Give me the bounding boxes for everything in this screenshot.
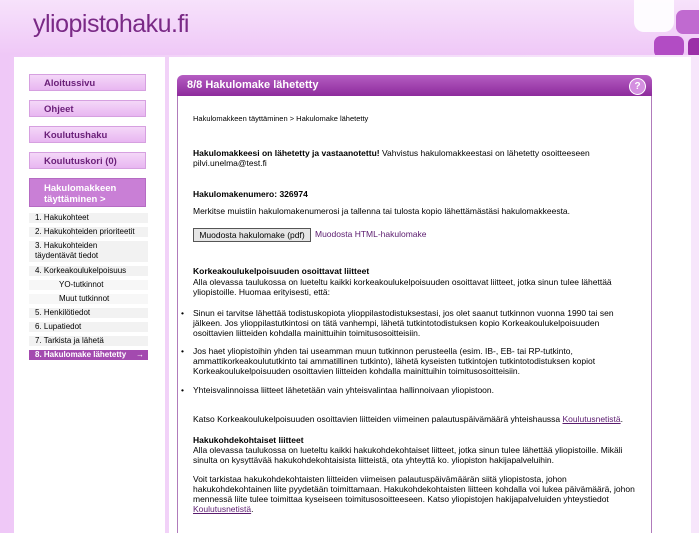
step-3-line1: 3. Hakukohteiden [35, 241, 98, 250]
step-henkilotiedot[interactable]: 5. Henkilötiedot [29, 308, 148, 319]
deadline-text [193, 414, 623, 425]
bullet-2-line3: Korkeakoulukelpoisuuden osoittavien liitteiden kohdalla mainittuihin toimitusosoitteisiin. [193, 366, 520, 376]
step-tarkista[interactable]: 7. Tarkista ja lähetä [29, 336, 148, 347]
nav-aloitussivu[interactable]: Aloitussivu [29, 74, 146, 91]
sent-message [193, 148, 590, 159]
nav-koulutuskori[interactable]: Koulutuskori (0) [29, 152, 146, 169]
help-icon[interactable]: ? [629, 78, 646, 95]
kk-paragraph-line1: Alla olevassa taulukossa on lueteltu kaikki korkeakoulukelpoisuuden osoittavat liitteet, jotka sinun tulee lähettää [193, 277, 612, 287]
application-number: Hakulomakenumero: 326974 [193, 189, 308, 199]
bullet-1-line2: jälkeen. Jos ylioppilastutkintosi on tätä vanhempi, lähetä tutkintotodistuksen kopio Korkeakoulukelpoisuuden [193, 318, 600, 328]
koulutusnetista-link-2[interactable]: Koulutusnetistä [193, 504, 252, 514]
bullet-2-line2: ammattikorkeakoulututkinto tai ammatillinen tutkinto), lähetä kyseisten tutkintojen tutkintotodistuksen kopiot [193, 356, 596, 366]
hk-paragraph-line2: sinulta on kysyttävää hakukohdekohtaisista liitteistä, ota yhteyttä ko. yliopiston hakijapalveluihin. [193, 455, 554, 465]
step-lupatiedot[interactable]: 6. Lupatiedot [29, 322, 148, 333]
bullet-1-line1: Sinun ei tarvitse lähettää todistuskopiota ylioppilastodistuksestasi, jos olet saanut tutkinnon vuonna 1990 tai sen [193, 308, 614, 318]
step-hakukohteet[interactable]: 1. Hakukohteet [29, 213, 148, 224]
bullet-1: • [181, 308, 184, 318]
nav-ohjeet[interactable]: Ohjeet [29, 100, 146, 117]
step-8-label: 8. Hakulomake lähetetty [35, 350, 127, 359]
pdf-form-button[interactable]: Muodosta hakulomake (pdf) [193, 228, 311, 242]
hk2-period: . [251, 504, 254, 514]
breadcrumb: Hakulomakkeen täyttäminen > Hakulomake lähetetty [193, 114, 369, 123]
hk2-line3: mennessä liite tulee toimittaa kyseiseen toimitusosoitteeseen. Katso yliopistojen hakijapalveluiden yhteystiedot [193, 494, 609, 504]
sent-message-rest: Vahvistus hakulomakkeestasi on lähetetty osoitteeseen [379, 148, 590, 158]
nav-koulutushaku[interactable]: Koulutushaku [29, 126, 146, 143]
kk-paragraph-line2: yliopistoille. Huomaa erityisesti, että: [193, 287, 331, 297]
nav-hakulomakkeen-taytto[interactable] [29, 178, 146, 207]
deadline-text-body: Katso Korkeakoulukelpoisuuden osoittavien liitteiden viimeinen palautuspäivämäärä yhteishaussa [193, 414, 563, 424]
step-muut-tutkinnot[interactable]: Muut tutkinnot [29, 294, 148, 305]
step-lahetetty[interactable] [29, 350, 148, 361]
bullet-3-line1: Yhteisvalinnoissa liitteet lähetetään vain yhteisvalintaa hallinnoivaan yliopistoon. [193, 385, 494, 395]
header-decoration [604, 0, 699, 55]
bullet-2: • [181, 346, 184, 356]
step-taydentavat-tiedot[interactable] [29, 241, 148, 263]
number-note: Merkitse muistiin hakulomakenumerosi ja tallenna tai tulosta kopio lähettämästäsi hakulomakkeesta. [193, 206, 571, 216]
panel-title-text: 8/8 Hakulomake lähetetty [187, 79, 319, 91]
site-logo[interactable]: yliopistohaku.fi [33, 10, 189, 38]
hk2-line4 [193, 504, 254, 515]
arrow-right-icon: → [136, 350, 144, 359]
kk-heading: Korkeakoulukelpoisuuden osoittavat liitteet [193, 266, 370, 276]
hk2-line2: hakukohdekohtainen liite pyydetään toimittamaan. Hakukohdekohtaisten liitteen kohdalla voi lukea päivämäärä, johon [193, 484, 635, 494]
hk2-line1: Voit tarkistaa hakukohdekohtaisten liitteiden viimeisen palautuspäivämäärän siitä yliopistosta, johon [193, 474, 567, 484]
sent-message-bold: Hakulomakkeesi on lähetetty ja vastaanotettu! [193, 148, 380, 158]
nav-hakulomakkeen-line1: Hakulomakkeen [44, 183, 117, 194]
step-prioriteetit[interactable]: 2. Hakukohteiden prioriteetit [29, 227, 148, 238]
email-address: pilvi.unelma@test.fi [193, 158, 267, 168]
html-form-link[interactable]: Muodosta HTML-hakulomake [315, 229, 427, 239]
koulutusnetista-link[interactable]: Koulutusnetistä [562, 414, 621, 424]
header [0, 0, 699, 55]
step-yo-tutkinnot[interactable]: YO-tutkinnot [29, 280, 148, 291]
hk-heading: Hakukohdekohtaiset liitteet [193, 435, 304, 445]
bullet-2-line1: Jos haet yliopistoihin yhden tai useamman muun tutkinnon perusteella (esim. IB-, EB- tai RP-tutkinto, [193, 346, 573, 356]
bullet-3: • [181, 385, 184, 395]
bullet-1-line3: osoittavien liitteiden kohdalla mainittuihin toimitusosoitteisiin. [193, 328, 421, 338]
step-korkeakoulukelpoisuus[interactable]: 4. Korkeakoulukelpoisuus [29, 266, 148, 277]
panel-title [177, 75, 652, 96]
hk-paragraph-line1: Alla olevassa taulukossa on lueteltu kaikki hakukohdekohtaiset liitteet, jotka sinun tulee lähettää yliopistoille. Mikäli [193, 445, 623, 455]
nav-hakulomakkeen-line2: täyttäminen > [44, 194, 106, 205]
step-3-line2: täydentävät tiedot [35, 251, 99, 260]
deadline-period: . [620, 414, 624, 424]
